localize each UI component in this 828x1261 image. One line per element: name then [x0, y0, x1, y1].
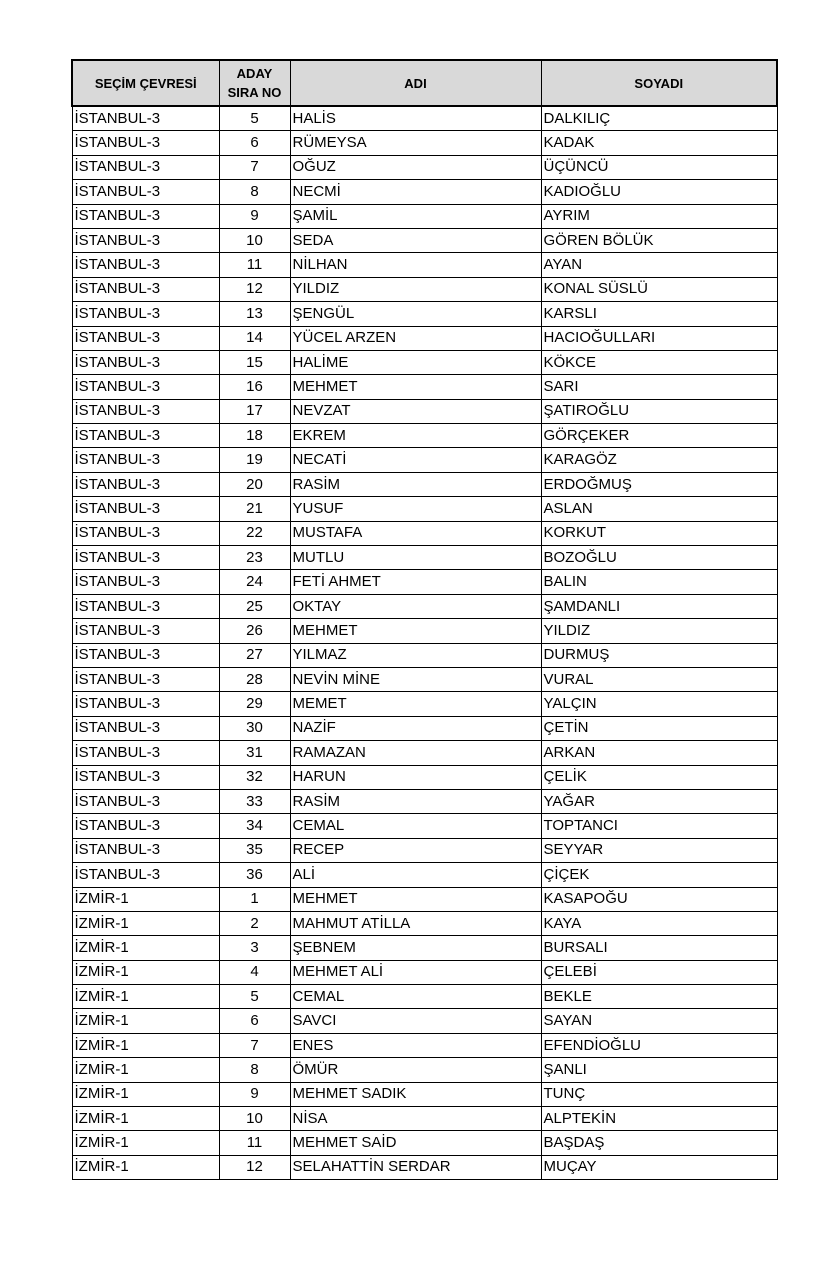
cell-order-no: 33	[219, 789, 290, 813]
table-row	[72, 204, 777, 228]
cell-surname: KONAL SÜSLÜ	[541, 277, 777, 301]
cell-surname: YAĞAR	[541, 789, 777, 813]
cell-district: İSTANBUL-3	[72, 399, 219, 423]
cell-order-no: 8	[219, 180, 290, 204]
table-row	[72, 1131, 777, 1155]
table-row	[72, 863, 777, 887]
header-surname: SOYADI	[541, 60, 777, 106]
cell-name: RÜMEYSA	[290, 131, 541, 155]
cell-name: MEHMET SADIK	[290, 1082, 541, 1106]
cell-name: EKREM	[290, 424, 541, 448]
table-row	[72, 1082, 777, 1106]
cell-surname: ALPTEKİN	[541, 1107, 777, 1131]
table-row	[72, 594, 777, 618]
cell-order-no: 12	[219, 277, 290, 301]
table-row	[72, 911, 777, 935]
cell-district: İSTANBUL-3	[72, 424, 219, 448]
cell-name: MEMET	[290, 692, 541, 716]
table-row	[72, 936, 777, 960]
cell-order-no: 25	[219, 594, 290, 618]
cell-name: MEHMET SAİD	[290, 1131, 541, 1155]
cell-surname: BAŞDAŞ	[541, 1131, 777, 1155]
cell-district: İSTANBUL-3	[72, 253, 219, 277]
cell-surname: DURMUŞ	[541, 643, 777, 667]
cell-surname: GÖREN BÖLÜK	[541, 228, 777, 252]
cell-order-no: 29	[219, 692, 290, 716]
cell-district: İSTANBUL-3	[72, 375, 219, 399]
header-row	[72, 60, 777, 106]
cell-district: İSTANBUL-3	[72, 814, 219, 838]
cell-district: İSTANBUL-3	[72, 106, 219, 131]
cell-district: İZMİR-1	[72, 1155, 219, 1179]
table-row	[72, 789, 777, 813]
cell-name: ŞAMİL	[290, 204, 541, 228]
cell-order-no: 24	[219, 570, 290, 594]
cell-district: İSTANBUL-3	[72, 716, 219, 740]
cell-order-no: 3	[219, 936, 290, 960]
cell-surname: BALIN	[541, 570, 777, 594]
cell-name: HALİME	[290, 350, 541, 374]
cell-name: MEHMET ALİ	[290, 960, 541, 984]
cell-district: İSTANBUL-3	[72, 131, 219, 155]
table-row	[72, 375, 777, 399]
cell-surname: ASLAN	[541, 497, 777, 521]
table-row	[72, 887, 777, 911]
cell-name: NECMİ	[290, 180, 541, 204]
cell-district: İSTANBUL-3	[72, 180, 219, 204]
cell-surname: ŞAMDANLI	[541, 594, 777, 618]
cell-order-no: 10	[219, 228, 290, 252]
table-row	[72, 155, 777, 179]
table-row	[72, 131, 777, 155]
cell-surname: KARAGÖZ	[541, 448, 777, 472]
cell-order-no: 2	[219, 911, 290, 935]
cell-district: İSTANBUL-3	[72, 521, 219, 545]
cell-order-no: 8	[219, 1058, 290, 1082]
cell-surname: KÖKCE	[541, 350, 777, 374]
cell-order-no: 1	[219, 887, 290, 911]
table-row	[72, 497, 777, 521]
cell-surname: KORKUT	[541, 521, 777, 545]
cell-order-no: 12	[219, 1155, 290, 1179]
header-order-line1: ADAY	[236, 66, 273, 81]
cell-name: YILMAZ	[290, 643, 541, 667]
table-row	[72, 1155, 777, 1179]
cell-district: İSTANBUL-3	[72, 741, 219, 765]
cell-name: MEHMET	[290, 375, 541, 399]
cell-surname: KASAPOĞU	[541, 887, 777, 911]
table-row	[72, 716, 777, 740]
cell-district: İZMİR-1	[72, 911, 219, 935]
table-row	[72, 180, 777, 204]
table-row	[72, 448, 777, 472]
cell-surname: ÜÇÜNCÜ	[541, 155, 777, 179]
header-order-no	[219, 60, 290, 106]
cell-name: FETİ AHMET	[290, 570, 541, 594]
cell-order-no: 6	[219, 1009, 290, 1033]
cell-district: İSTANBUL-3	[72, 204, 219, 228]
cell-district: İSTANBUL-3	[72, 155, 219, 179]
cell-name: RASİM	[290, 789, 541, 813]
cell-name: HALİS	[290, 106, 541, 131]
cell-name: SELAHATTİN SERDAR	[290, 1155, 541, 1179]
cell-name: MAHMUT ATİLLA	[290, 911, 541, 935]
cell-name: RECEP	[290, 838, 541, 862]
cell-district: İZMİR-1	[72, 1131, 219, 1155]
cell-surname: ÇELEBİ	[541, 960, 777, 984]
cell-surname: ARKAN	[541, 741, 777, 765]
cell-order-no: 9	[219, 1082, 290, 1106]
cell-surname: ERDOĞMUŞ	[541, 472, 777, 496]
cell-surname: EFENDİOĞLU	[541, 1033, 777, 1057]
cell-surname: ÇİÇEK	[541, 863, 777, 887]
cell-name: NİSA	[290, 1107, 541, 1131]
cell-order-no: 32	[219, 765, 290, 789]
table-row	[72, 1058, 777, 1082]
cell-name: HARUN	[290, 765, 541, 789]
cell-order-no: 5	[219, 985, 290, 1009]
cell-surname: VURAL	[541, 667, 777, 691]
cell-surname: GÖRÇEKER	[541, 424, 777, 448]
cell-surname: AYAN	[541, 253, 777, 277]
table-row	[72, 277, 777, 301]
cell-name: OKTAY	[290, 594, 541, 618]
cell-district: İSTANBUL-3	[72, 350, 219, 374]
cell-name: ENES	[290, 1033, 541, 1057]
cell-order-no: 9	[219, 204, 290, 228]
cell-order-no: 20	[219, 472, 290, 496]
cell-district: İZMİR-1	[72, 1082, 219, 1106]
cell-order-no: 5	[219, 106, 290, 131]
table-row	[72, 1107, 777, 1131]
cell-district: İSTANBUL-3	[72, 619, 219, 643]
table-row	[72, 692, 777, 716]
table-row	[72, 106, 777, 131]
cell-surname: DALKILIÇ	[541, 106, 777, 131]
cell-order-no: 16	[219, 375, 290, 399]
cell-district: İSTANBUL-3	[72, 643, 219, 667]
cell-district: İSTANBUL-3	[72, 277, 219, 301]
cell-name: YUSUF	[290, 497, 541, 521]
table-row	[72, 985, 777, 1009]
table-row	[72, 424, 777, 448]
table-row	[72, 546, 777, 570]
cell-order-no: 22	[219, 521, 290, 545]
cell-surname: ŞATIROĞLU	[541, 399, 777, 423]
cell-name: NEVZAT	[290, 399, 541, 423]
cell-surname: HACIOĞULLARI	[541, 326, 777, 350]
cell-name: RAMAZAN	[290, 741, 541, 765]
table-row	[72, 521, 777, 545]
cell-order-no: 26	[219, 619, 290, 643]
cell-surname: KAYA	[541, 911, 777, 935]
cell-district: İSTANBUL-3	[72, 765, 219, 789]
table-row	[72, 399, 777, 423]
cell-name: RASİM	[290, 472, 541, 496]
cell-name: YÜCEL ARZEN	[290, 326, 541, 350]
cell-name: ŞENGÜL	[290, 302, 541, 326]
table-header	[72, 60, 777, 106]
cell-district: İSTANBUL-3	[72, 789, 219, 813]
cell-surname: SARI	[541, 375, 777, 399]
cell-district: İZMİR-1	[72, 1033, 219, 1057]
cell-order-no: 7	[219, 155, 290, 179]
header-order-line2: SIRA NO	[227, 85, 282, 100]
cell-district: İSTANBUL-3	[72, 326, 219, 350]
table-row	[72, 472, 777, 496]
cell-order-no: 15	[219, 350, 290, 374]
cell-name: MEHMET	[290, 887, 541, 911]
cell-name: CEMAL	[290, 985, 541, 1009]
cell-district: İZMİR-1	[72, 1009, 219, 1033]
cell-name: ŞEBNEM	[290, 936, 541, 960]
cell-district: İZMİR-1	[72, 1107, 219, 1131]
cell-surname: BURSALI	[541, 936, 777, 960]
cell-surname: AYRIM	[541, 204, 777, 228]
cell-surname: BEKLE	[541, 985, 777, 1009]
cell-district: İSTANBUL-3	[72, 838, 219, 862]
cell-surname: KADAK	[541, 131, 777, 155]
header-district: SEÇİM ÇEVRESİ	[72, 60, 219, 106]
cell-name: NECATİ	[290, 448, 541, 472]
cell-name: YILDIZ	[290, 277, 541, 301]
table-row	[72, 253, 777, 277]
cell-order-no: 10	[219, 1107, 290, 1131]
cell-surname: YILDIZ	[541, 619, 777, 643]
cell-surname: SEYYAR	[541, 838, 777, 862]
cell-district: İSTANBUL-3	[72, 302, 219, 326]
cell-district: İZMİR-1	[72, 960, 219, 984]
cell-order-no: 13	[219, 302, 290, 326]
table-row	[72, 326, 777, 350]
table-row	[72, 1009, 777, 1033]
cell-order-no: 18	[219, 424, 290, 448]
cell-district: İSTANBUL-3	[72, 448, 219, 472]
cell-order-no: 21	[219, 497, 290, 521]
cell-district: İZMİR-1	[72, 985, 219, 1009]
cell-surname: BOZOĞLU	[541, 546, 777, 570]
cell-surname: MUÇAY	[541, 1155, 777, 1179]
cell-name: ÖMÜR	[290, 1058, 541, 1082]
cell-surname: SAYAN	[541, 1009, 777, 1033]
table-row	[72, 960, 777, 984]
cell-order-no: 23	[219, 546, 290, 570]
cell-district: İSTANBUL-3	[72, 497, 219, 521]
cell-order-no: 17	[219, 399, 290, 423]
table-row	[72, 667, 777, 691]
cell-name: OĞUZ	[290, 155, 541, 179]
cell-order-no: 4	[219, 960, 290, 984]
table-row	[72, 741, 777, 765]
candidate-table	[71, 59, 778, 1180]
cell-name: NİLHAN	[290, 253, 541, 277]
cell-district: İZMİR-1	[72, 1058, 219, 1082]
cell-district: İSTANBUL-3	[72, 667, 219, 691]
table-row	[72, 350, 777, 374]
cell-district: İSTANBUL-3	[72, 546, 219, 570]
cell-order-no: 11	[219, 1131, 290, 1155]
cell-surname: ŞANLI	[541, 1058, 777, 1082]
table-row	[72, 619, 777, 643]
cell-name: ALİ	[290, 863, 541, 887]
table-row	[72, 302, 777, 326]
cell-name: MUSTAFA	[290, 521, 541, 545]
cell-surname: YALÇIN	[541, 692, 777, 716]
cell-name: SEDA	[290, 228, 541, 252]
cell-district: İZMİR-1	[72, 887, 219, 911]
table-row	[72, 228, 777, 252]
cell-order-no: 30	[219, 716, 290, 740]
cell-district: İSTANBUL-3	[72, 570, 219, 594]
header-name: ADI	[290, 60, 541, 106]
cell-district: İSTANBUL-3	[72, 692, 219, 716]
cell-surname: ÇELİK	[541, 765, 777, 789]
cell-surname: TOPTANCI	[541, 814, 777, 838]
cell-surname: ÇETİN	[541, 716, 777, 740]
cell-name: NAZİF	[290, 716, 541, 740]
table-row	[72, 838, 777, 862]
cell-order-no: 34	[219, 814, 290, 838]
cell-district: İSTANBUL-3	[72, 863, 219, 887]
cell-surname: KADIOĞLU	[541, 180, 777, 204]
cell-order-no: 36	[219, 863, 290, 887]
table-row	[72, 765, 777, 789]
cell-order-no: 27	[219, 643, 290, 667]
cell-name: MUTLU	[290, 546, 541, 570]
cell-order-no: 6	[219, 131, 290, 155]
cell-order-no: 28	[219, 667, 290, 691]
cell-order-no: 14	[219, 326, 290, 350]
cell-name: SAVCI	[290, 1009, 541, 1033]
table-row	[72, 570, 777, 594]
table-body	[72, 106, 777, 1180]
table-row	[72, 643, 777, 667]
cell-surname: KARSLI	[541, 302, 777, 326]
cell-name: NEVİN MİNE	[290, 667, 541, 691]
cell-order-no: 35	[219, 838, 290, 862]
cell-name: MEHMET	[290, 619, 541, 643]
table-row	[72, 814, 777, 838]
cell-order-no: 19	[219, 448, 290, 472]
cell-name: CEMAL	[290, 814, 541, 838]
cell-order-no: 7	[219, 1033, 290, 1057]
cell-surname: TUNÇ	[541, 1082, 777, 1106]
cell-district: İZMİR-1	[72, 936, 219, 960]
cell-district: İSTANBUL-3	[72, 472, 219, 496]
cell-order-no: 11	[219, 253, 290, 277]
cell-district: İSTANBUL-3	[72, 594, 219, 618]
cell-order-no: 31	[219, 741, 290, 765]
table-row	[72, 1033, 777, 1057]
cell-district: İSTANBUL-3	[72, 228, 219, 252]
